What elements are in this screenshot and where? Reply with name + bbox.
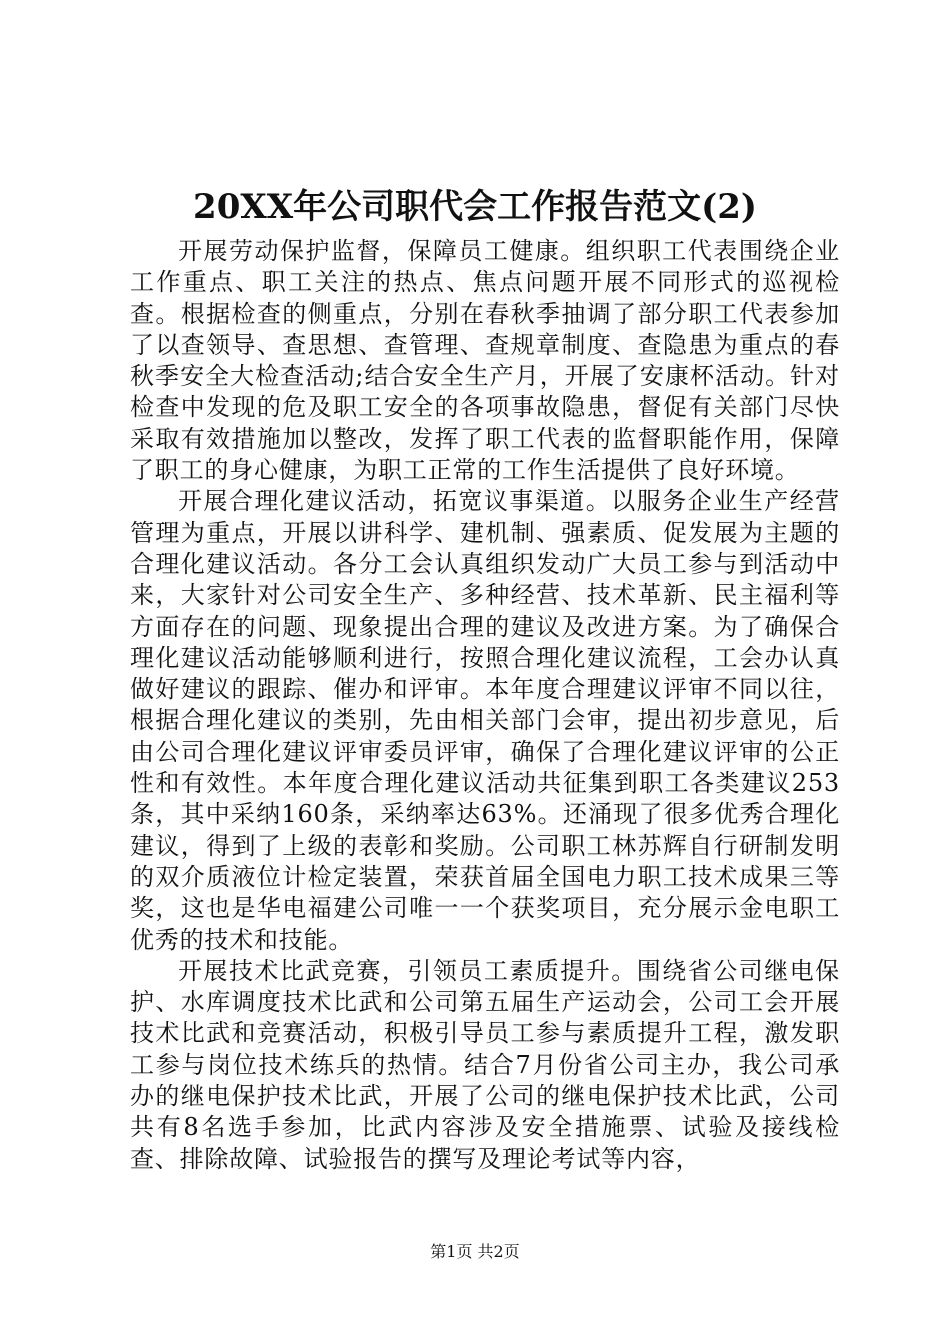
page-number-footer: 第1页 共2页 [430,1242,520,1261]
paragraph-technical-competition: 开展技术比武竞赛，引领员工素质提升。围绕省公司继电保护、水库调度技术比武和公司第五届生产运动会，公司工会开展技术比武和竞赛活动，积极引导员工参与素质提升工程，激发职工参与岗位技术练兵的热情。结合7月份省公司主办，我公司承办的继电保护技术比武，开展了公司的继电保护技术比武，公司共有8名选手参加，比武内容涉及安全措施票、试验及接线检查、排除故障、试验报告的撰写及理论考试等内容， [130,956,840,1173]
paragraph-rationalization-proposals: 开展合理化建议活动，拓宽议事渠道。以服务企业生产经营管理为重点，开展以讲科学、建机制、强素质、促发展为主题的合理化建议活动。各分工会认真组织发动广大员工参与到活动中来，大家针对公司安全生产、多种经营、技术革新、民主福利等方面存在的问题、现象提出合理的建议及改进方案。为了确保合理化建议活动能够顺利进行，按照合理化建议流程，工会办认真做好建议的跟踪、催办和评审。本年度合理建议评审不同以往，根据合理化建议的类别，先由相关部门会审，提出初步意见，后由公司合理化建议评审委员评审，确保了合理化建议评审的公正性和有效性。本年度合理化建议活动共征集到职工各类建议253条，其中采纳160条，采纳率达63%。还涌现了很多优秀合理化建议，得到了上级的表彰和奖励。公司职工林苏辉自行研制发明的双介质液位计检定装置，荣获首届全国电力职工技术成果三等奖，这也是华电福建公司唯一一个获奖项目，充分展示金电职工优秀的技术和技能。 [130,487,840,954]
document-title: 20XX年公司职代会工作报告范文(2) [193,187,757,227]
paragraph-labor-protection: 开展劳动保护监督，保障员工健康。组织职工代表围绕企业工作重点、职工关注的热点、焦点问题开展不同形式的巡视检查。根据检查的侧重点，分别在春秋季抽调了部分职工代表参加了以查领导、查思想、查管理、查规章制度、查隐患为重点的春秋季安全大检查活动;结合安全生产月，开展了安康杯活动。针对检查中发现的危及职工安全的各项事故隐患，督促有关部门尽快采取有效措施加以整改，发挥了职工代表的监督职能作用，保障了职工的身心健康，为职工正常的工作生活提供了良好环境。 [130,237,840,485]
document-body [130,236,840,1175]
